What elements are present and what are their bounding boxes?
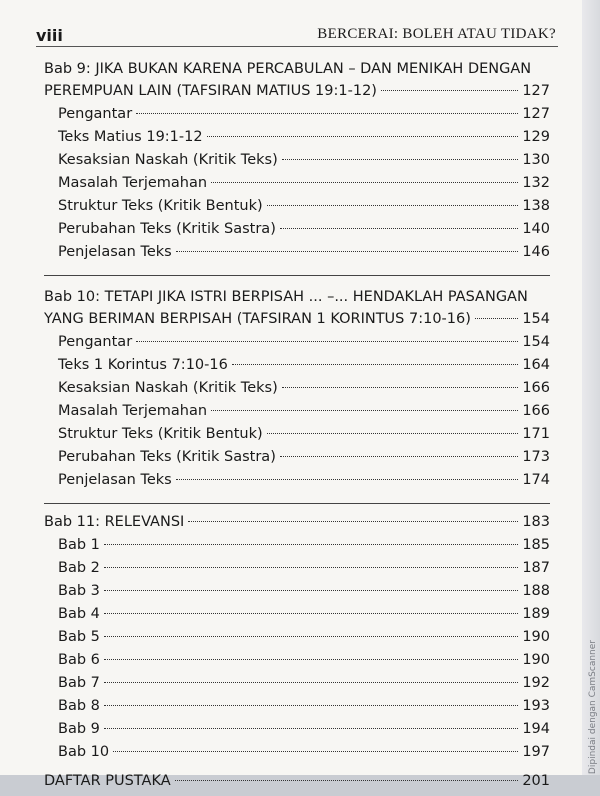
- toc-item-page: 187: [522, 560, 550, 576]
- toc-item: [44, 426, 550, 449]
- toc-item: [44, 152, 550, 175]
- toc-item-label: Masalah Terjemahan: [58, 403, 208, 419]
- leader-dots: [211, 182, 518, 183]
- leader-dots: [267, 433, 519, 434]
- toc-item-label: Bab 6: [58, 652, 100, 668]
- toc-item: [44, 537, 550, 560]
- toc-item: [44, 472, 550, 495]
- leader-dots: [232, 364, 518, 365]
- toc-item-label: Pengantar: [58, 106, 133, 122]
- toc-item-label: Bab 8: [58, 698, 100, 714]
- leader-dots: [136, 113, 518, 114]
- toc-item-page: 171: [522, 426, 550, 442]
- toc-item-page: 192: [522, 675, 550, 691]
- chapter-10-title-line1: Bab 10: TETAPI JIKA ISTRI BERPISAH ... –... HENDAKLAH PASANGAN: [44, 289, 528, 305]
- page-header: [36, 24, 556, 48]
- leader-dots: [104, 636, 518, 637]
- toc-item-label: Bab 10: [58, 744, 110, 760]
- toc-item-label: Struktur Teks (Kritik Bentuk): [58, 426, 263, 442]
- leader-dots: [104, 613, 518, 614]
- toc-item-label: Bab 4: [58, 606, 100, 622]
- toc-item: [44, 583, 550, 606]
- leader-dots: [282, 159, 519, 160]
- leader-dots: [104, 567, 518, 568]
- toc-item-page: 166: [522, 403, 550, 419]
- toc-item: [44, 675, 550, 698]
- scanner-watermark: Dipindai dengan CamScanner: [588, 640, 598, 775]
- bibliography-entry: [44, 773, 550, 796]
- toc-item-page: 189: [522, 606, 550, 622]
- toc-item-label: Teks 1 Korintus 7:10-16: [58, 357, 228, 373]
- leader-dots: [104, 705, 518, 706]
- toc-item-page: 129: [522, 129, 550, 145]
- toc-item-page: 193: [522, 698, 550, 714]
- leader-dots: [280, 228, 518, 229]
- toc-item-page: 174: [522, 472, 550, 488]
- toc-item: [44, 106, 550, 129]
- toc-item: [44, 334, 550, 357]
- leader-dots: [280, 456, 518, 457]
- toc-item-page: 185: [522, 537, 550, 553]
- toc-item-page: 130: [522, 152, 550, 168]
- chapter-11-entry: [44, 514, 550, 537]
- chapter-9-entry: [44, 83, 550, 106]
- section-divider: [44, 503, 550, 504]
- page-number: viii: [36, 26, 63, 45]
- toc-item-label: Perubahan Teks (Kritik Sastra): [58, 449, 276, 465]
- leader-dots: [475, 318, 518, 319]
- chapter-10-entry: [44, 311, 550, 334]
- chapter-9-title-line2: PEREMPUAN LAIN (TAFSIRAN MATIUS 19:1-12): [44, 83, 377, 99]
- toc-item: [44, 380, 550, 403]
- leader-dots: [104, 728, 518, 729]
- chapter-10-title-line2: YANG BERIMAN BERPISAH (TAFSIRAN 1 KORINTUS 7:10-16): [44, 311, 471, 327]
- toc-item-label: Bab 5: [58, 629, 100, 645]
- toc-item-label: Kesaksian Naskah (Kritik Teks): [58, 380, 278, 396]
- bibliography-label: DAFTAR PUSTAKA: [44, 773, 171, 789]
- leader-dots: [104, 659, 518, 660]
- toc-item-page: 146: [522, 244, 550, 260]
- toc-item-page: 138: [522, 198, 550, 214]
- chapter-10-title: [44, 286, 550, 309]
- toc-item-page: 164: [522, 357, 550, 373]
- toc-item: [44, 744, 550, 767]
- chapter-10-page: 154: [522, 311, 550, 327]
- toc-item-page: 188: [522, 583, 550, 599]
- leader-dots: [188, 521, 518, 522]
- toc-item: [44, 652, 550, 675]
- toc-item-page: 140: [522, 221, 550, 237]
- table-of-contents: [44, 58, 550, 796]
- leader-dots: [104, 682, 518, 683]
- toc-item: [44, 606, 550, 629]
- toc-item: [44, 357, 550, 380]
- toc-item-label: Bab 9: [58, 721, 100, 737]
- toc-item-label: Bab 7: [58, 675, 100, 691]
- toc-item-page: 197: [522, 744, 550, 760]
- toc-item-label: Masalah Terjemahan: [58, 175, 208, 191]
- toc-item-page: 194: [522, 721, 550, 737]
- chapter-11-page: 183: [522, 514, 550, 530]
- leader-dots: [104, 590, 518, 591]
- leader-dots: [136, 341, 518, 342]
- chapter-9-page: 127: [522, 83, 550, 99]
- toc-item-label: Bab 3: [58, 583, 100, 599]
- toc-item: [44, 449, 550, 472]
- leader-dots: [176, 479, 519, 480]
- chapter-11-title: Bab 11: RELEVANSI: [44, 514, 185, 530]
- toc-item-page: 190: [522, 652, 550, 668]
- running-title: BERCERAI: BOLEH ATAU TIDAK?: [317, 26, 556, 42]
- leader-dots: [104, 544, 518, 545]
- toc-item: [44, 629, 550, 652]
- toc-item-label: Perubahan Teks (Kritik Sastra): [58, 221, 276, 237]
- toc-item-page: 127: [522, 106, 550, 122]
- toc-item-label: Bab 1: [58, 537, 100, 553]
- leader-dots: [211, 410, 518, 411]
- header-rule: [36, 46, 558, 47]
- leader-dots: [381, 90, 518, 91]
- leader-dots: [207, 136, 519, 137]
- leader-dots: [282, 387, 519, 388]
- toc-item-label: Kesaksian Naskah (Kritik Teks): [58, 152, 278, 168]
- toc-item: [44, 198, 550, 221]
- toc-item-page: 166: [522, 380, 550, 396]
- toc-item: [44, 698, 550, 721]
- toc-item-label: Pengantar: [58, 334, 133, 350]
- leader-dots: [113, 751, 518, 752]
- page-edge: [582, 0, 600, 775]
- toc-item: [44, 721, 550, 744]
- toc-item-label: Penjelasan Teks: [58, 472, 172, 488]
- toc-item: [44, 403, 550, 426]
- toc-item-page: 173: [522, 449, 550, 465]
- leader-dots: [175, 780, 519, 781]
- toc-item: [44, 244, 550, 267]
- toc-item-label: Teks Matius 19:1-12: [58, 129, 203, 145]
- leader-dots: [176, 251, 519, 252]
- toc-item: [44, 221, 550, 244]
- toc-item-page: 132: [522, 175, 550, 191]
- toc-item: [44, 175, 550, 198]
- bibliography-page: 201: [522, 773, 550, 789]
- toc-item: [44, 560, 550, 583]
- leader-dots: [267, 205, 519, 206]
- toc-item-label: Struktur Teks (Kritik Bentuk): [58, 198, 263, 214]
- toc-item-page: 190: [522, 629, 550, 645]
- toc-item-page: 154: [522, 334, 550, 350]
- toc-item: [44, 129, 550, 152]
- chapter-9-title: [44, 58, 550, 81]
- toc-item-label: Penjelasan Teks: [58, 244, 172, 260]
- chapter-9-title-line1: Bab 9: JIKA BUKAN KARENA PERCABULAN – DAN MENIKAH DENGAN: [44, 61, 532, 77]
- toc-item-label: Bab 2: [58, 560, 100, 576]
- section-divider: [44, 275, 550, 276]
